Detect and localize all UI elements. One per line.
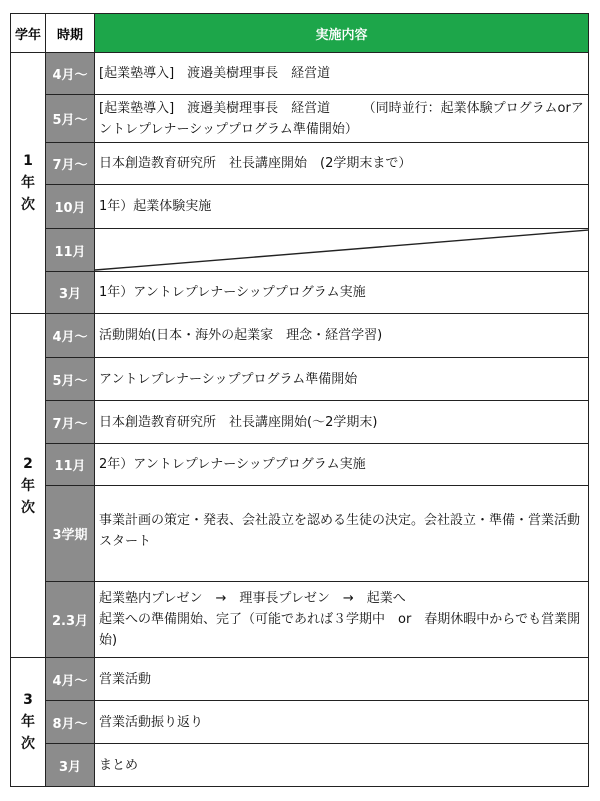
table-row	[11, 314, 589, 358]
year-1-digit: 1	[23, 153, 33, 169]
year-1-cell	[11, 53, 46, 314]
diagonal-strike	[95, 229, 589, 271]
content-cell: 営業活動振り返り	[95, 701, 589, 744]
content-cell: [起業塾導入] 渡邉美樹理事長 経営道	[95, 53, 589, 95]
period-cell: 7月～	[46, 143, 95, 185]
period-cell: 10月	[46, 185, 95, 229]
schedule-table	[10, 13, 589, 787]
period-cell: 4月～	[46, 53, 95, 95]
period-cell: 11月	[46, 229, 95, 272]
content-line: 起業への準備開始、完了（可能であれば３学期中 or 春期休暇中からでも営業開始)	[99, 612, 581, 648]
table-row	[11, 444, 589, 486]
header-row	[11, 14, 589, 53]
empty-diagonal-cell	[95, 229, 589, 272]
year-2-suffix: 次	[21, 499, 35, 516]
content-cell: 日本創造教育研究所 社長講座開始 (2学期末まで）	[95, 143, 589, 185]
content-cell: まとめ	[95, 744, 589, 787]
content-cell: 1年）起業体験実施	[95, 185, 589, 229]
table-row	[11, 272, 589, 314]
content-cell	[95, 582, 589, 658]
header-content: 実施内容	[95, 14, 589, 53]
year-3-suffix: 次	[21, 736, 35, 752]
year-1-char: 年	[21, 175, 35, 191]
period-cell: 8月～	[46, 701, 95, 744]
content-line: 起業塾内プレゼン → 理事長プレゼン → 起業へ	[99, 591, 406, 606]
period-cell: 4月～	[46, 314, 95, 358]
content-cell: 1年）アントレプレナーシッププログラム実施	[95, 272, 589, 314]
table-row	[11, 185, 589, 229]
content-cell: 活動開始(日本・海外の起業家 理念・経営学習)	[95, 314, 589, 358]
year-2-digit: 2	[23, 455, 33, 472]
period-cell: 3月	[46, 744, 95, 787]
table-row	[11, 658, 589, 701]
period-cell: 11月	[46, 444, 95, 486]
table-row	[11, 143, 589, 185]
period-cell: 5月～	[46, 95, 95, 143]
year-2-cell	[11, 314, 46, 658]
year-3-cell	[11, 658, 46, 787]
table-row	[11, 95, 589, 143]
table-row	[11, 744, 589, 787]
table-row	[11, 582, 589, 658]
table-row	[11, 53, 589, 95]
period-cell: 3月	[46, 272, 95, 314]
table-row	[11, 358, 589, 401]
content-cell: 事業計画の策定・発表、会社設立を認める生徒の決定。会社設立・準備・営業活動スタート	[95, 486, 589, 582]
header-year: 学年	[11, 14, 46, 53]
period-cell: 2.3月	[46, 582, 95, 658]
content-cell: 日本創造教育研究所 社長講座開始(～2学期末)	[95, 401, 589, 444]
content-cell: [起業塾導入] 渡邉美樹理事長 経営道 （同時並行：起業体験プログラムorアントレプレナーシッププログラム準備開始）	[95, 95, 589, 143]
period-cell: 3学期	[46, 486, 95, 582]
period-cell: 7月～	[46, 401, 95, 444]
header-period: 時期	[46, 14, 95, 53]
period-cell: 5月～	[46, 358, 95, 401]
year-3-digit: 3	[23, 692, 33, 708]
table-row	[11, 229, 589, 272]
year-2-char: 年	[21, 477, 35, 494]
table-row	[11, 401, 589, 444]
year-3-char: 年	[21, 714, 35, 730]
year-1-suffix: 次	[21, 197, 35, 213]
content-cell: 2年）アントレプレナーシッププログラム実施	[95, 444, 589, 486]
table-row	[11, 486, 589, 582]
content-cell: 営業活動	[95, 658, 589, 701]
table-row	[11, 701, 589, 744]
content-cell: アントレプレナーシッププログラム準備開始	[95, 358, 589, 401]
period-cell: 4月～	[46, 658, 95, 701]
